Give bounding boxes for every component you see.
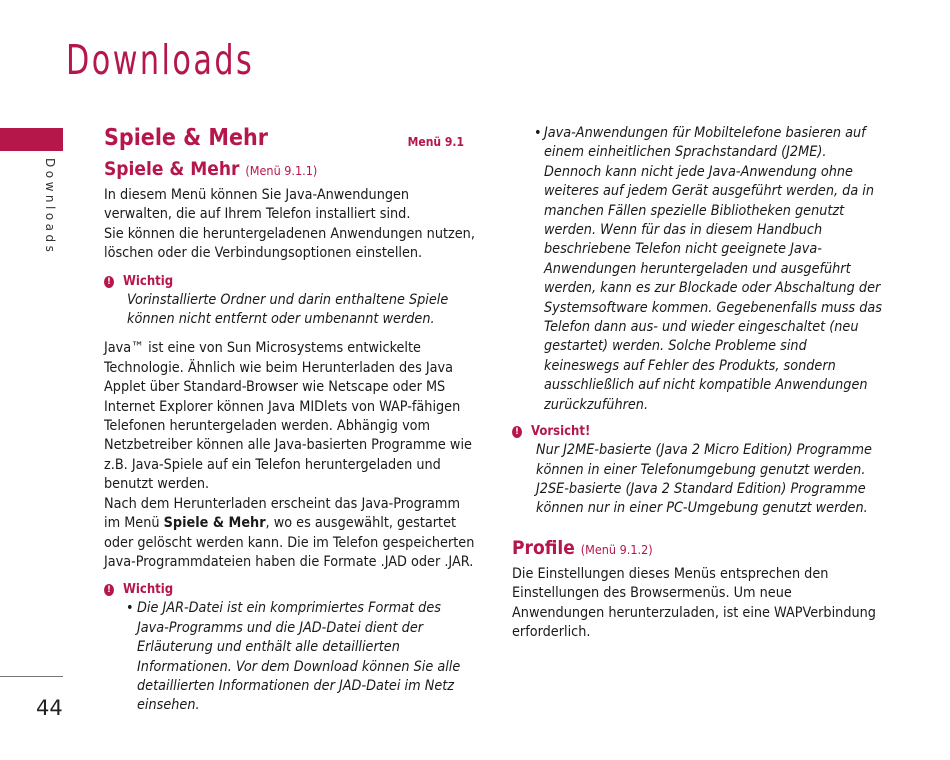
note-heading <box>104 273 476 291</box>
java-paragraph: Java™ ist eine von Sun Microsystems entwickelte Technologie. Ähnlich wie beim Herunterladen des Java Applet über Standard-Browser wie Netscape oder MS Internet Explorer können Java MIDlets von WAP-fähigen Telefonen heruntergeladen werden. Abhängig vom Netzbetreiber können alle Java-basierten Programme wie z.B. Java-Spiele auf ein Telefon heruntergeladen und benutzt werden. <box>104 340 472 493</box>
footer-rule <box>0 676 63 677</box>
page-title: Downloads <box>66 36 255 84</box>
right-column <box>512 124 884 642</box>
left-column <box>104 124 476 726</box>
subsection-title: Spiele & Mehr <box>104 158 240 180</box>
note-label: Vorsicht! <box>531 424 591 440</box>
side-chapter-label: Downloads <box>43 158 57 256</box>
subsection-heading <box>104 156 476 184</box>
note-heading <box>512 423 884 441</box>
warning-icon: ! <box>512 426 522 438</box>
note-bullet: • Die JAR-Datei ist ein komprimiertes Format des Java-Programms und die JAD-Datei dient der Erläuterung und enthält alle detaillierten Informationen. Vor dem Download können Sie alle detaillierten Informationen der JAD-Datei im Netz einsehen. <box>126 599 476 715</box>
profile-title: Profile <box>512 536 575 559</box>
java-compat-bullet: • Java-Anwendungen für Mobiltelefone basieren auf einem einheitlichen Sprachstandard (J2ME). Dennoch kann nicht jede Java-Anwendung ohne weiteres auf jedem Gerät ausgeführt werden, da in manchen Fällen spezielle Bibliotheken genutzt werden. Wenn für das in diesem Handbuch beschriebene Telefon nicht geeignete Java-Anwendungen heruntergeladen und ausgeführt werden, kann es zur Blockade oder Abschaltung der Systemsoftware kommen. Gegebenenfalls muss das Telefon dann aus- und wieder eingeschaltet (neu gestartet) werden. Solche Probleme sind keineswegs auf Fehler des Produkts, sondern ausschließlich auf nicht kompatible Anwendungen zurückzuführen. <box>512 124 884 415</box>
note-caution <box>512 423 884 519</box>
note-label: Wichtig <box>123 582 174 598</box>
note-text: Nur J2ME-basierte (Java 2 Micro Edition) Programme können in einer Telefonumgebung genutzt werden. J2SE-basierte (Java 2 Standard Edition) Programme können nur in einer PC-Umgebung genutzt werden. <box>536 442 872 517</box>
intro-paragraph-2: Sie können die heruntergeladenen Anwendungen nutzen, löschen oder die Verbindungsoptionen einstellen. <box>104 225 475 262</box>
note-heading <box>104 581 476 599</box>
profile-paragraph: Die Einstellungen dieses Menüs entsprechen den Einstellungen des Browsermenüs. Um neue Anwendungen herunterzuladen, ist eine WAPVerbindung erforderlich. <box>512 565 876 640</box>
note-text: Vorinstallierte Ordner und darin enthaltene Spiele können nicht entfernt oder umbenannt werden. <box>127 291 449 328</box>
menu-name-bold: Spiele & Mehr <box>163 515 266 532</box>
warning-icon: ! <box>104 584 114 596</box>
note-label: Wichtig <box>123 273 174 289</box>
page-number: 44 <box>36 696 63 720</box>
section-menu-number: Menü 9.1 <box>407 135 464 149</box>
profile-menu-ref: (Menü 9.1.2) <box>580 541 653 557</box>
section-title: Spiele & Mehr <box>104 125 268 151</box>
intro-paragraph-1: In diesem Menü können Sie Java-Anwendungen verwalten, die auf Ihrem Telefon installiert sind. <box>104 187 411 223</box>
profile-heading <box>512 535 884 563</box>
note-important-2 <box>104 581 476 715</box>
download-paragraph-end: , wo es ausgewählt, gestartet oder gelöscht werden kann. Die im Telefon gespeicherten Java-Programmdateien haben die Formate .JAD oder .JAR. <box>104 515 475 570</box>
warning-icon: ! <box>104 276 114 288</box>
note-body <box>104 599 476 715</box>
subsection-menu-ref: (Menü 9.1.1) <box>245 163 318 178</box>
note-important-1 <box>104 273 476 330</box>
side-tab-marker <box>0 128 63 151</box>
download-paragraph <box>104 495 476 573</box>
download-paragraph-start: Nach dem Herunterladen erscheint das Java-Programm im Menü <box>104 495 460 532</box>
section-heading <box>104 124 476 156</box>
